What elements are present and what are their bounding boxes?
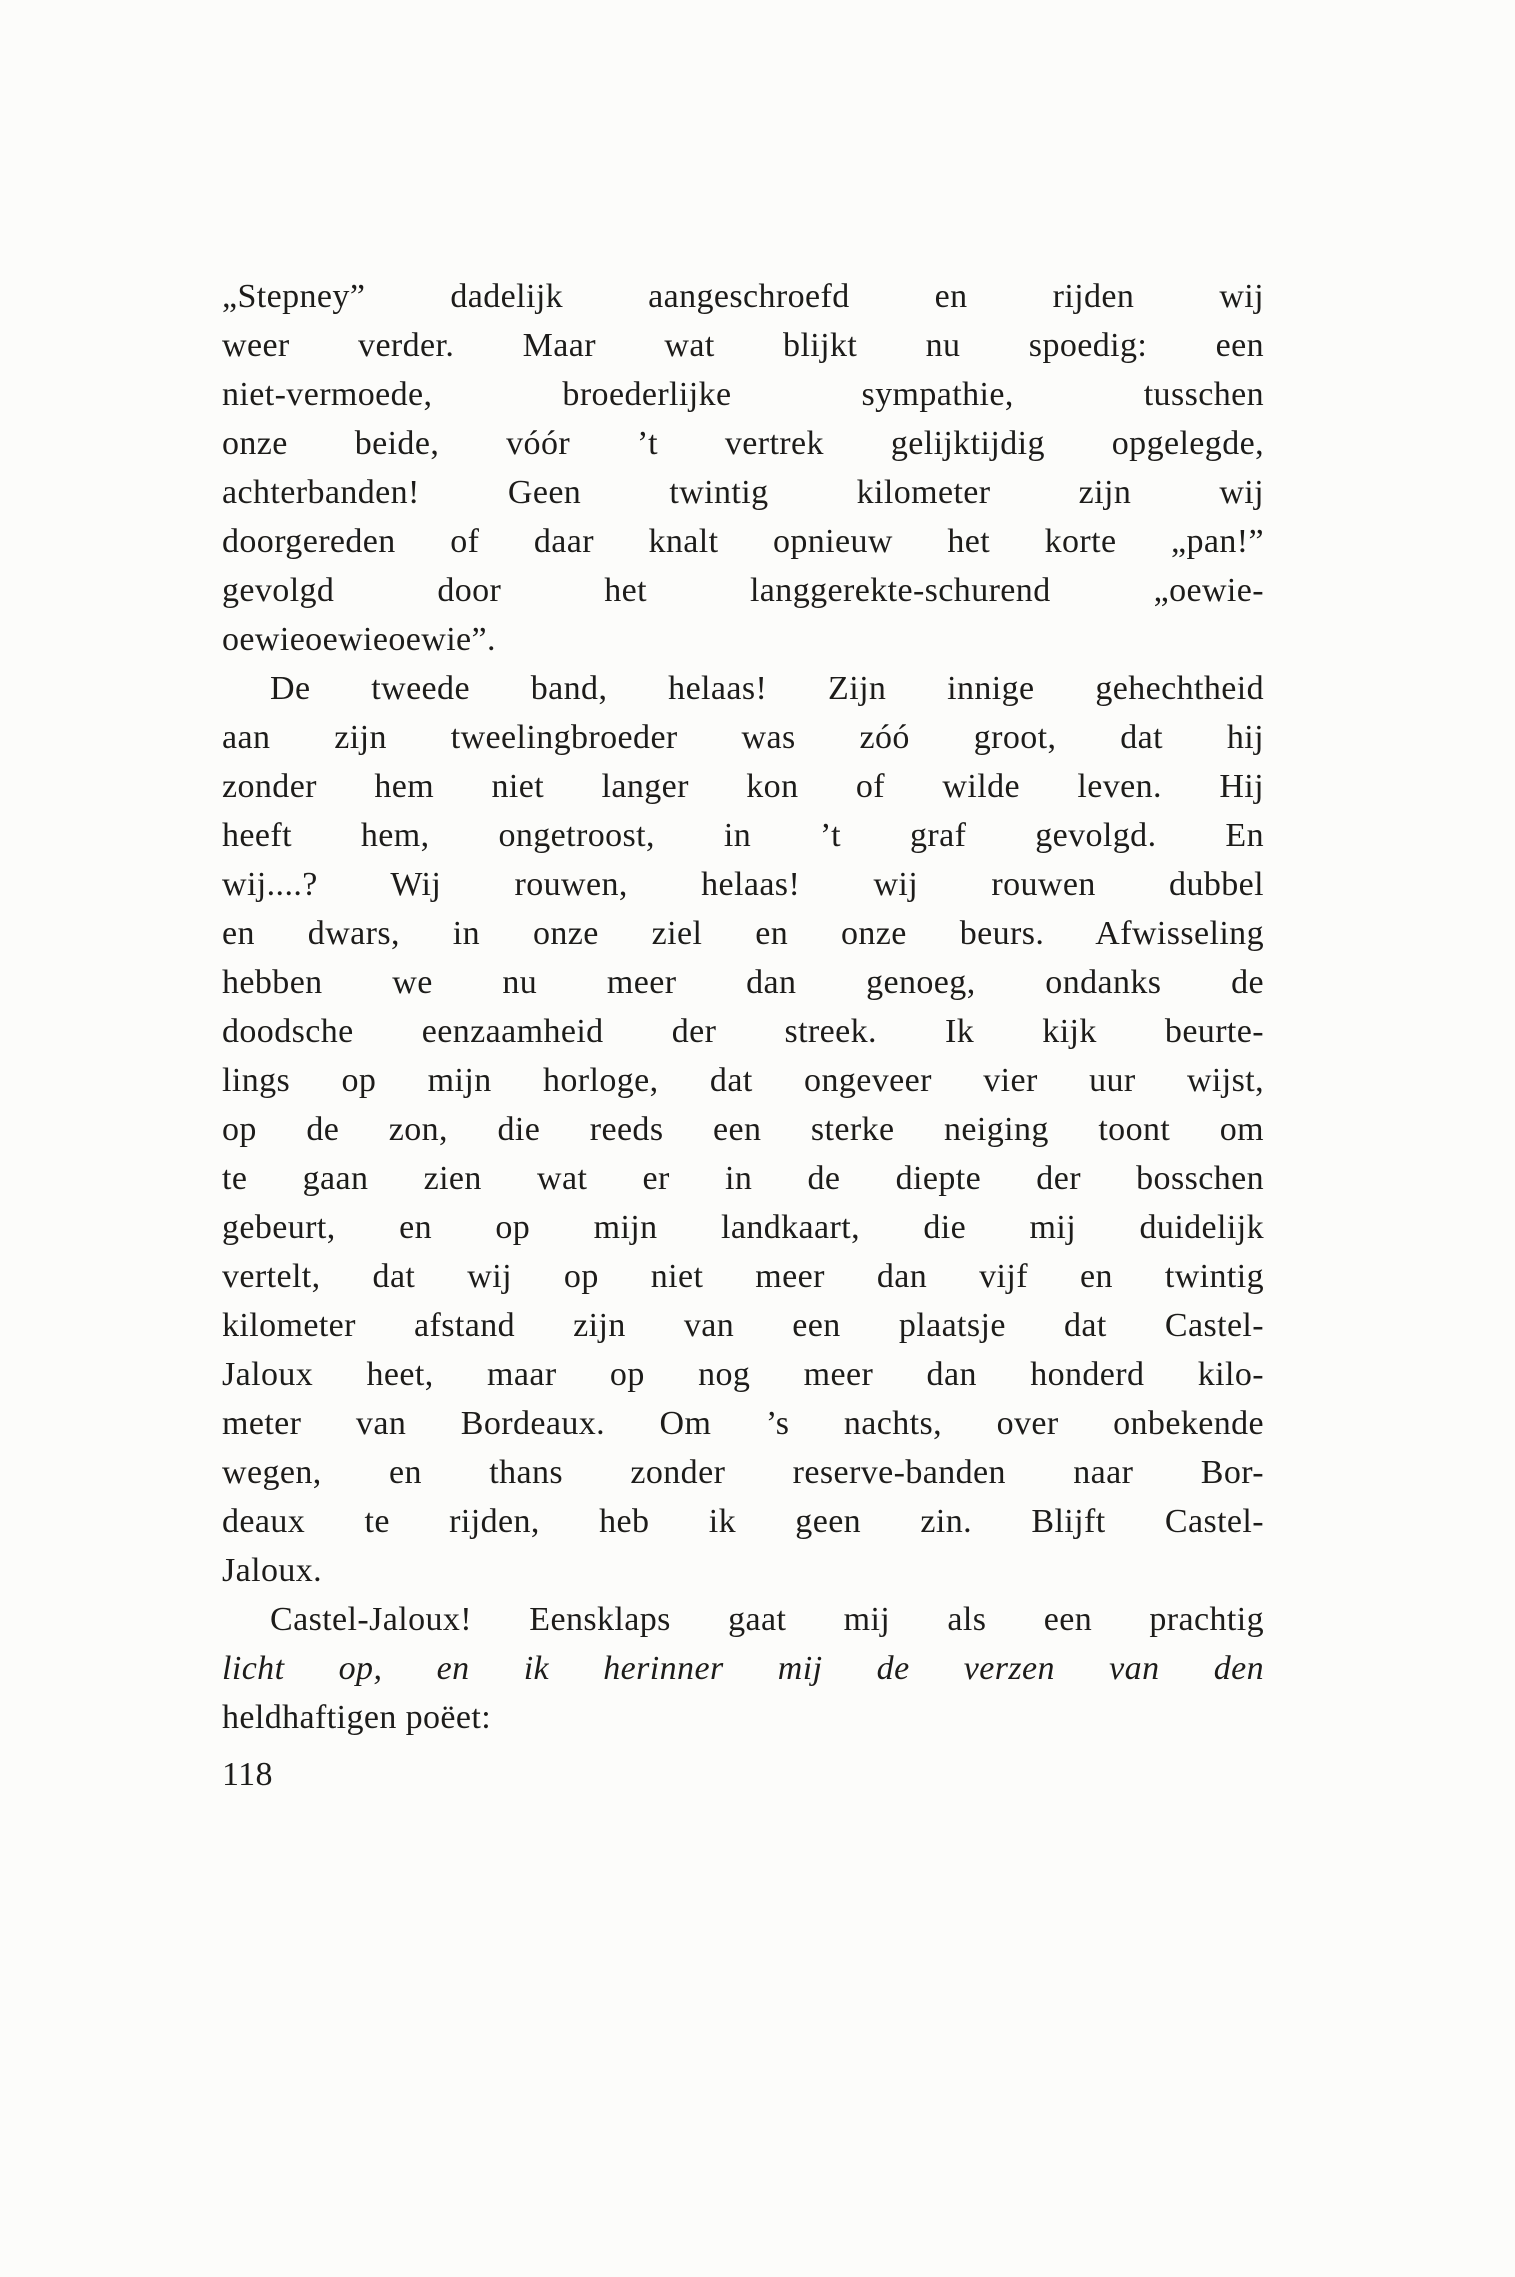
text-line: licht op, en ik herinner mij de verzen van den	[222, 1650, 1264, 1687]
text-line: doodsche eenzaamheid der streek. Ik kijk beurte-	[222, 1013, 1264, 1050]
text-line: gebeurt, en op mijn landkaart, die mij duidelijk	[222, 1209, 1264, 1246]
text-line: De tweede band, helaas! Zijn innige gehechtheid	[270, 670, 1264, 707]
text-line: heldhaftigen poëet:	[222, 1699, 492, 1736]
page-number: 118	[222, 1756, 273, 1793]
text-line: hebben we nu meer dan genoeg, ondanks de	[222, 964, 1264, 1001]
text-line: weer verder. Maar wat blijkt nu spoedig: een	[222, 327, 1264, 364]
text-line: zonder hem niet langer kon of wilde leven. Hij	[222, 768, 1264, 805]
text-line: „Stepney” dadelijk aangeschroefd en rijden wij	[222, 278, 1264, 315]
text-line: en dwars, in onze ziel en onze beurs. Afwisseling	[222, 915, 1264, 952]
text-line: oewieoewieoewie”.	[222, 621, 496, 658]
text-line: gevolgd door het langgerekte-schurend „oewie-	[222, 572, 1264, 609]
text-line: wegen, en thans zonder reserve-banden naar Bor-	[222, 1454, 1264, 1491]
text-line: Castel-Jaloux! Eensklaps gaat mij als een prachtig	[270, 1601, 1264, 1638]
text-line: aan zijn tweelingbroeder was zóó groot, dat hij	[222, 719, 1264, 756]
text-line: lings op mijn horloge, dat ongeveer vier uur wijst,	[222, 1062, 1264, 1099]
text-line: Jaloux.	[222, 1552, 323, 1589]
text-line: te gaan zien wat er in de diepte der bosschen	[222, 1160, 1264, 1197]
text-line: wij....? Wij rouwen, helaas! wij rouwen dubbel	[222, 866, 1264, 903]
text-line: op de zon, die reeds een sterke neiging toont om	[222, 1111, 1264, 1148]
text-line: heeft hem, ongetroost, in ’t graf gevolgd. En	[222, 817, 1264, 854]
text-line: vertelt, dat wij op niet meer dan vijf en twintig	[222, 1258, 1264, 1295]
text-line: achterbanden! Geen twintig kilometer zijn wij	[222, 474, 1264, 511]
text-line: doorgereden of daar knalt opnieuw het korte „pan!”	[222, 523, 1264, 560]
text-line: deaux te rijden, heb ik geen zin. Blijft Castel-	[222, 1503, 1264, 1540]
text-line: meter van Bordeaux. Om ’s nachts, over onbekende	[222, 1405, 1264, 1442]
text-line: Jaloux heet, maar op nog meer dan honderd kilo-	[222, 1356, 1264, 1393]
text-line: niet-vermoede, broederlijke sympathie, tusschen	[222, 376, 1264, 413]
text-line: kilometer afstand zijn van een plaatsje dat Castel-	[222, 1307, 1264, 1344]
text-line: onze beide, vóór ’t vertrek gelijktijdig opgelegde,	[222, 425, 1264, 462]
body-text	[222, 272, 1264, 1742]
